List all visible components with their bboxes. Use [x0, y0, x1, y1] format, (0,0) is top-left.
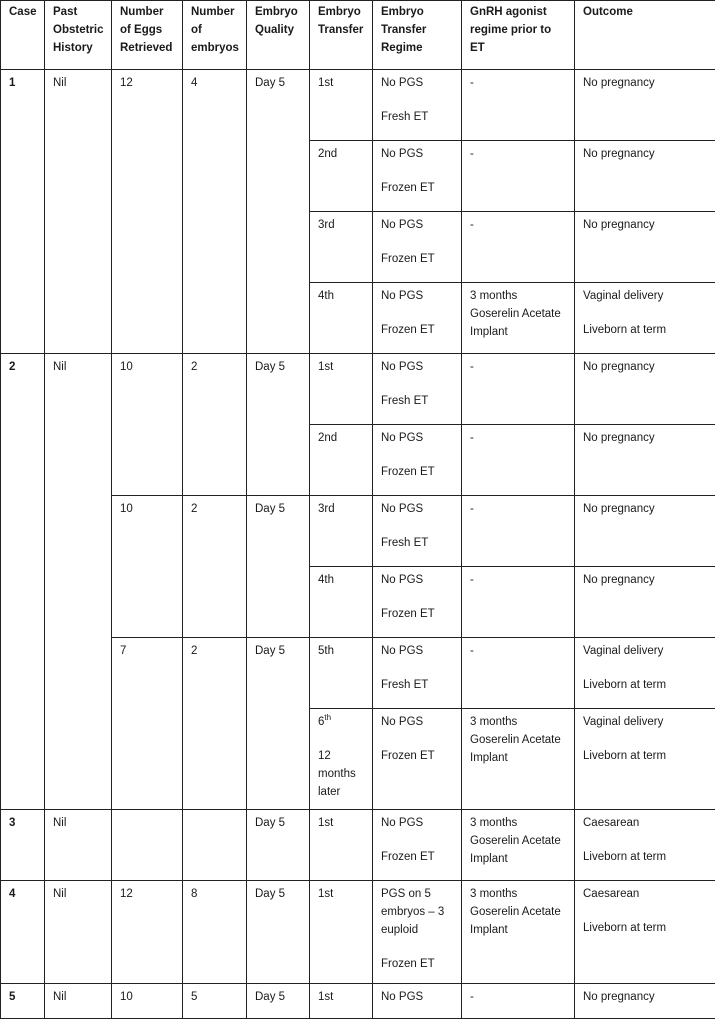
pgs-status: No PGS: [381, 503, 424, 515]
embryo-count: 5: [183, 984, 247, 1019]
outcome: [575, 810, 715, 881]
outcome: [575, 881, 715, 984]
embryo-count: 2: [183, 354, 247, 496]
transfer-regime: [373, 141, 462, 212]
transfer-regime: [373, 496, 462, 567]
transfer-regime: [373, 567, 462, 638]
header-transfer: Embryo Transfer: [310, 1, 373, 70]
pgs-status: No PGS: [381, 645, 424, 657]
eggs-retrieved: 7: [112, 638, 183, 810]
transfer-number: 4th: [310, 567, 373, 638]
et-type: Frozen ET: [381, 750, 435, 762]
pgs-status: PGS on 5 embryos – 3 euploid: [381, 888, 445, 936]
outcome-delivery: Vaginal delivery: [583, 716, 664, 728]
gnrh-regime: -: [462, 984, 575, 1019]
et-type: Fresh ET: [381, 537, 429, 549]
outcome: No pregnancy: [575, 496, 715, 567]
embryo-count: 2: [183, 496, 247, 638]
pgs-status: No PGS: [381, 716, 424, 728]
transfer-regime: [373, 354, 462, 425]
header-outcome: Outcome: [575, 1, 715, 70]
outcome-delivery: Caesarean: [583, 888, 640, 900]
transfer-regime: [373, 881, 462, 984]
pgs-status: No PGS: [381, 77, 424, 89]
pgs-status: No PGS: [381, 361, 424, 373]
eggs-retrieved: 10: [112, 984, 183, 1019]
transfer-ordinal-suffix: th: [324, 713, 332, 723]
gnrh-regime: -: [462, 567, 575, 638]
embryo-count: 2: [183, 638, 247, 810]
transfer-regime: [373, 70, 462, 141]
transfer-number: 1st: [310, 984, 373, 1019]
outcome: No pregnancy: [575, 70, 715, 141]
case-number: 5: [1, 984, 45, 1019]
transfer-regime: [373, 709, 462, 810]
transfer-number: 4th: [310, 283, 373, 354]
case-number: 4: [1, 881, 45, 984]
embryo-count: 8: [183, 881, 247, 984]
table-row: [1, 70, 715, 141]
embryo-quality: Day 5: [247, 496, 310, 638]
transfer-number: 2nd: [310, 141, 373, 212]
transfer-regime: [373, 425, 462, 496]
transfer-regime: [373, 810, 462, 881]
eggs-retrieved: 10: [112, 496, 183, 638]
pgs-status: No PGS: [381, 817, 424, 829]
gnrh-regime: -: [462, 212, 575, 283]
case-number: 1: [1, 70, 45, 354]
outcome-result: Liveborn at term: [583, 750, 667, 762]
transfer-regime: [373, 283, 462, 354]
transfer-regime: No PGS: [373, 984, 462, 1019]
table-row: [1, 881, 715, 984]
transfer-ordinal: 6: [318, 716, 325, 728]
et-type: Fresh ET: [381, 679, 429, 691]
et-type: Frozen ET: [381, 466, 435, 478]
transfer-number: 5th: [310, 638, 373, 709]
table-row: [1, 810, 715, 881]
outcome-delivery: Vaginal delivery: [583, 290, 664, 302]
gnrh-regime: -: [462, 638, 575, 709]
outcome: [575, 709, 715, 810]
pgs-status: No PGS: [381, 219, 424, 231]
outcome: No pregnancy: [575, 354, 715, 425]
table-row: [1, 354, 715, 425]
gnrh-regime: -: [462, 141, 575, 212]
embryo-quality: Day 5: [247, 70, 310, 354]
header-embryos: Number of embryos: [183, 1, 247, 70]
transfer-regime: [373, 212, 462, 283]
et-type: Frozen ET: [381, 851, 435, 863]
transfer-number: 1st: [310, 810, 373, 881]
gnrh-regime: -: [462, 496, 575, 567]
transfer-number: [310, 709, 373, 810]
obstetric-history: Nil: [45, 70, 112, 354]
embryo-count: [183, 810, 247, 881]
transfer-number: 3rd: [310, 496, 373, 567]
outcome: No pregnancy: [575, 212, 715, 283]
eggs-retrieved: 12: [112, 70, 183, 354]
et-type: Frozen ET: [381, 253, 435, 265]
obstetric-history: Nil: [45, 354, 112, 810]
gnrh-regime: -: [462, 354, 575, 425]
et-type: Fresh ET: [381, 395, 429, 407]
transfer-number: 1st: [310, 354, 373, 425]
outcome-result: Liveborn at term: [583, 324, 667, 336]
embryo-quality: Day 5: [247, 638, 310, 810]
outcome: No pregnancy: [575, 141, 715, 212]
table-row: [1, 984, 715, 1019]
pgs-status: No PGS: [381, 148, 424, 160]
gnrh-regime: -: [462, 70, 575, 141]
outcome-result: Liveborn at term: [583, 851, 667, 863]
pgs-status: No PGS: [381, 574, 424, 586]
header-row: [1, 1, 715, 70]
embryo-quality: Day 5: [247, 984, 310, 1019]
pgs-status: No PGS: [381, 432, 424, 444]
eggs-retrieved: [112, 810, 183, 881]
header-eggs: Number of Eggs Retrieved: [112, 1, 183, 70]
obstetric-history: Nil: [45, 984, 112, 1019]
outcome: [575, 283, 715, 354]
eggs-retrieved: 10: [112, 354, 183, 496]
case-number: 2: [1, 354, 45, 810]
outcome-result: Liveborn at term: [583, 922, 667, 934]
transfer-number: 3rd: [310, 212, 373, 283]
header-history: Past Obstetric History: [45, 1, 112, 70]
eggs-retrieved: 12: [112, 881, 183, 984]
header-quality: Embryo Quality: [247, 1, 310, 70]
et-type: Fresh ET: [381, 111, 429, 123]
outcome-delivery: Vaginal delivery: [583, 645, 664, 657]
transfer-regime: [373, 638, 462, 709]
transfer-number: 1st: [310, 70, 373, 141]
gnrh-regime: 3 months Goserelin Acetate Implant: [462, 881, 575, 984]
embryo-count: 4: [183, 70, 247, 354]
gnrh-regime: 3 months Goserelin Acetate Implant: [462, 283, 575, 354]
transfer-number: 2nd: [310, 425, 373, 496]
outcome-result: Liveborn at term: [583, 679, 667, 691]
obstetric-history: Nil: [45, 810, 112, 881]
case-number: 3: [1, 810, 45, 881]
et-type: Frozen ET: [381, 182, 435, 194]
outcome: No pregnancy: [575, 425, 715, 496]
gnrh-regime: -: [462, 425, 575, 496]
pgs-status: No PGS: [381, 290, 424, 302]
obstetric-history: Nil: [45, 881, 112, 984]
et-type: Frozen ET: [381, 958, 435, 970]
header-gnrh: GnRH agonist regime prior to ET: [462, 1, 575, 70]
outcome: [575, 638, 715, 709]
et-type: Frozen ET: [381, 324, 435, 336]
et-type: Frozen ET: [381, 608, 435, 620]
gnrh-regime: 3 months Goserelin Acetate Implant: [462, 709, 575, 810]
embryo-quality: Day 5: [247, 354, 310, 496]
gnrh-regime: 3 months Goserelin Acetate Implant: [462, 810, 575, 881]
header-regime: Embryo Transfer Regime: [373, 1, 462, 70]
outcome: No pregnancy: [575, 984, 715, 1019]
embryo-quality: Day 5: [247, 810, 310, 881]
header-case: Case: [1, 1, 45, 70]
outcome-delivery: Caesarean: [583, 817, 640, 829]
outcome: No pregnancy: [575, 567, 715, 638]
transfer-number: 1st: [310, 881, 373, 984]
embryo-quality: Day 5: [247, 881, 310, 984]
transfer-note: 12 months later: [318, 750, 356, 798]
